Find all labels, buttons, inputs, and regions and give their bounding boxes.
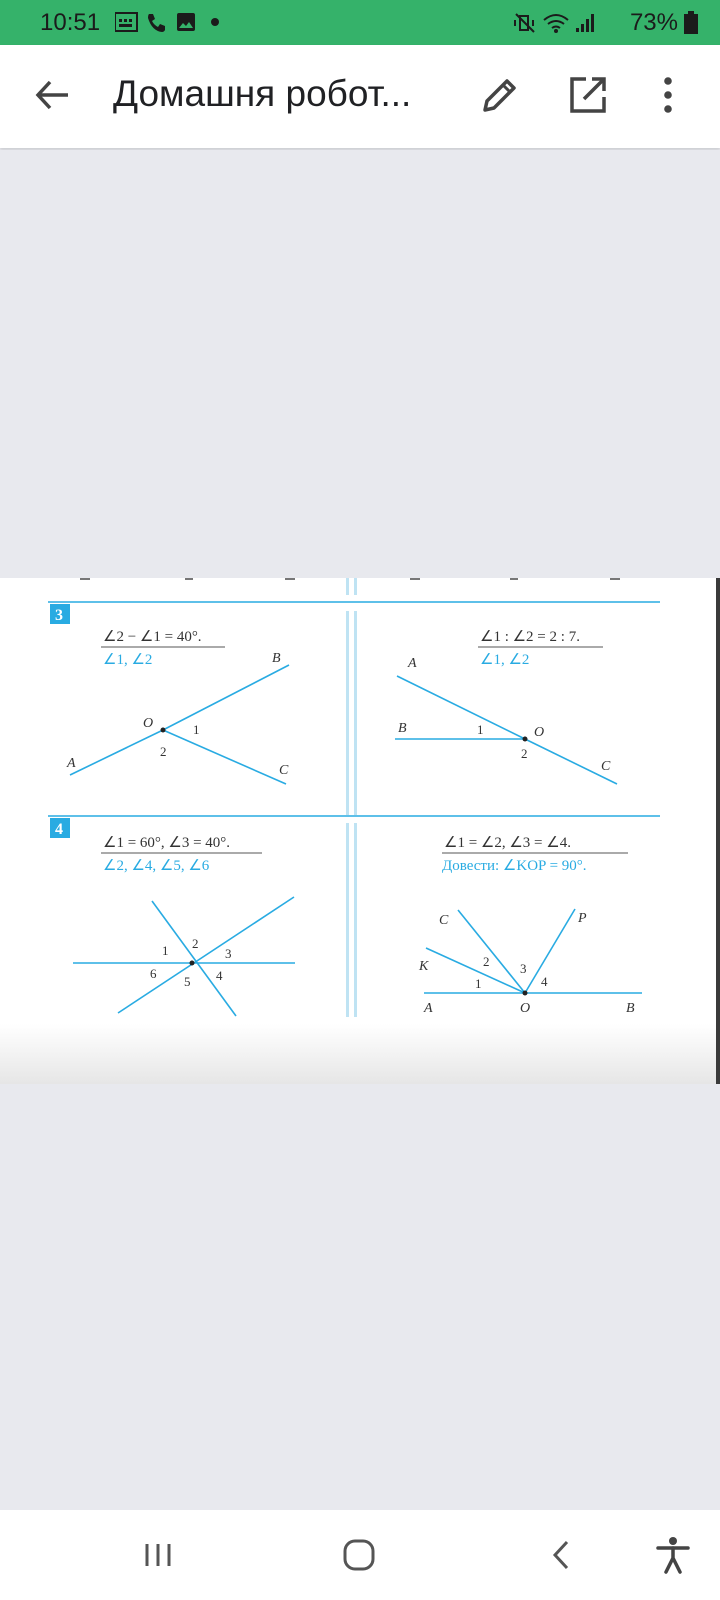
task3-number: 3 [55, 607, 63, 624]
home-button[interactable] [334, 1530, 384, 1580]
accessibility-button[interactable] [648, 1530, 698, 1580]
task4-number: 4 [55, 821, 63, 838]
edit-button[interactable] [478, 73, 522, 117]
recents-button[interactable] [134, 1530, 184, 1580]
more-vertical-icon [646, 73, 690, 117]
navigation-bar [0, 1510, 720, 1600]
home-icon [334, 1530, 384, 1580]
status-time: 10:51 [40, 9, 101, 36]
task4-right-angle-1: 1 [475, 976, 482, 991]
task3-right-given: ∠1 : ∠2 = 2 : 7. [480, 629, 580, 645]
back-arrow-icon [30, 73, 74, 117]
task3-left-find: ∠1, ∠2 [103, 652, 153, 668]
task4-right-angle-4: 4 [541, 974, 548, 989]
open-external-button[interactable] [566, 73, 610, 117]
task3-left-angle-2: 2 [160, 744, 167, 759]
page-right-edge [716, 578, 720, 1084]
wifi-icon [544, 15, 568, 33]
status-right [514, 9, 698, 37]
task4-right-label-p: P [578, 911, 587, 926]
task4-left-point [190, 961, 195, 966]
task3-left-point-o [161, 728, 166, 733]
task3-right-label-b: B [398, 721, 407, 736]
page-bottom-fade [0, 1024, 720, 1084]
task4-left-angle-5: 5 [184, 974, 191, 989]
task3-left-angle-1: 1 [193, 722, 200, 737]
task4-right-label-a: A [424, 1001, 433, 1016]
task3-right-find: ∠1, ∠2 [480, 652, 530, 668]
phone-icon [148, 14, 165, 32]
mute-vibrate-icon [515, 14, 534, 32]
task4-left-angle-3: 3 [225, 946, 232, 961]
image-icon [177, 13, 195, 31]
task4-right-angle-2: 2 [483, 954, 490, 969]
textbook-page-image[interactable] [0, 578, 720, 1084]
task3-left-label-b: B [272, 651, 281, 666]
battery-percent: 73% [629, 9, 678, 36]
task4-right-angle-3: 3 [520, 961, 527, 976]
task3-left-label-a: A [67, 756, 76, 771]
recents-icon [134, 1530, 184, 1580]
task4-right-label-b: B [626, 1001, 635, 1016]
back-button[interactable] [30, 73, 74, 117]
task3-right-point-o [523, 737, 528, 742]
nav-back-button[interactable] [536, 1530, 586, 1580]
task3-left-given: ∠2 − ∠1 = 40°. [103, 629, 202, 645]
cropped-top-row [80, 578, 620, 580]
task3-right-label-c: C [601, 759, 611, 774]
app-bar [0, 45, 720, 148]
task4-left-angle-2: 2 [192, 936, 199, 951]
task3-left-label-c: C [279, 763, 289, 778]
task4-right-given: ∠1 = ∠2, ∠3 = ∠4. [444, 835, 571, 851]
task4-left-angle-6: 6 [150, 966, 157, 981]
dot-icon [211, 18, 219, 26]
task3-left-figure [70, 665, 289, 784]
task4-left-angle-4: 4 [216, 968, 223, 983]
task3-left-label-o: O [143, 716, 154, 731]
status-left-icons [115, 11, 225, 42]
task3-right-label-o: O [534, 725, 545, 740]
status-right-icons [514, 11, 624, 35]
task4-right-label-k: K [419, 959, 429, 974]
task3-right-angle-1: 1 [477, 722, 484, 737]
task4-right-find: Довести: ∠KOP = 90°. [442, 858, 587, 874]
task3-right-figure [395, 676, 617, 784]
task4-right-figure [424, 909, 642, 993]
task4-left-angle-1: 1 [162, 943, 169, 958]
accessibility-icon [648, 1530, 698, 1580]
task4-right-label-o: O [520, 1001, 531, 1016]
task4-left-figure [73, 897, 295, 1016]
task4-left-find: ∠2, ∠4, ∠5, ∠6 [103, 858, 210, 874]
open-external-icon [566, 73, 610, 117]
task4-left-given: ∠1 = 60°, ∠3 = 40°. [103, 835, 231, 851]
more-options-button[interactable] [646, 73, 690, 117]
document-title: Домашня робот... [113, 73, 412, 114]
pencil-icon [478, 73, 522, 117]
task3-right-angle-2: 2 [521, 746, 528, 761]
signal-icon [576, 14, 594, 32]
column-divider [346, 578, 357, 1017]
back-chevron-icon [536, 1530, 586, 1580]
task4-right-point-o [523, 991, 528, 996]
status-bar [0, 0, 720, 45]
task3-right-label-a: A [408, 656, 417, 671]
task4-right-label-c: C [439, 913, 449, 928]
gallery-notification-icon [115, 13, 137, 31]
battery-icon [684, 11, 698, 35]
